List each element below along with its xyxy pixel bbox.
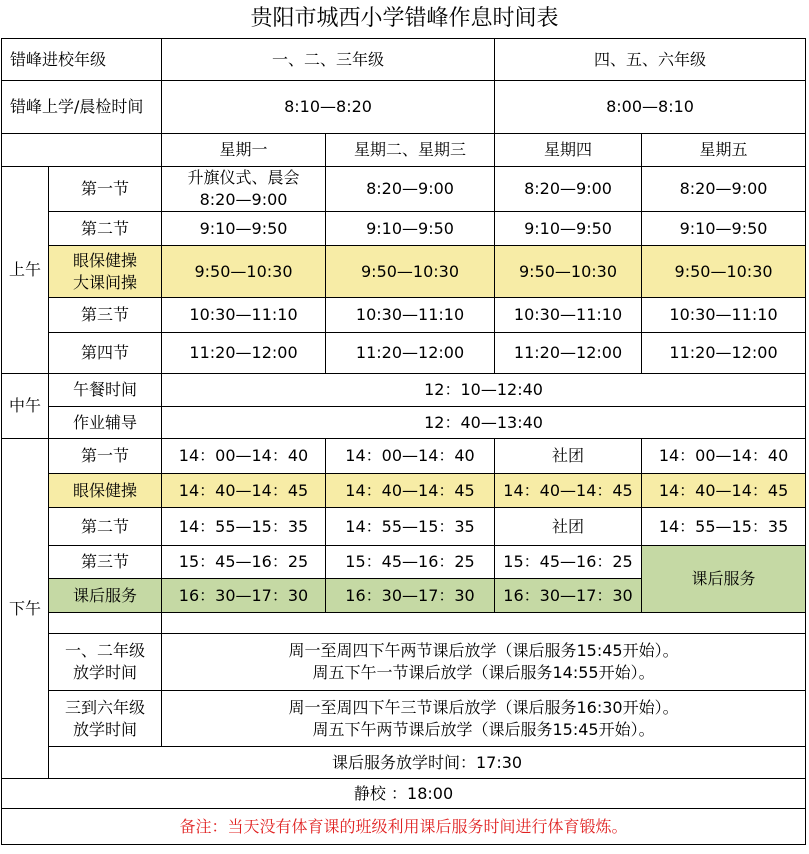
time-cell: 14：55—15：35 <box>642 508 806 546</box>
table-row <box>2 246 806 298</box>
time-cell: 14：40—14：45 <box>162 474 326 508</box>
entry-grade-label: 错峰进校年级 <box>2 39 162 81</box>
grade36-line2: 周五下午两节课后放学（课后服务15:45开始）。 <box>312 719 655 739</box>
flag-ceremony-time: 8:20—9:00 <box>199 190 288 209</box>
table-row <box>2 439 806 474</box>
time-cell: 14：55—15：35 <box>326 508 495 546</box>
period-label: 第二节 <box>49 212 162 246</box>
group-a-time: 8:10—8:20 <box>162 81 495 134</box>
day-header: 星期五 <box>642 134 806 167</box>
service-label: 课后服务 <box>49 579 162 613</box>
time-cell: 8:20—9:00 <box>495 167 642 212</box>
grade12-label-line2: 放学时间 <box>73 663 138 682</box>
grade12-label-line1: 一、二年级 <box>65 641 146 660</box>
time-cell: 9:50—10:30 <box>495 246 642 298</box>
time-cell: 10:30—11:10 <box>495 298 642 333</box>
grade36-label <box>49 691 162 747</box>
grade36-dismissal <box>162 691 806 747</box>
table-row <box>2 374 806 407</box>
service-end-time: 课后服务放学时间：17:30 <box>49 747 806 779</box>
time-cell: 11:20—12:00 <box>495 333 642 374</box>
time-cell: 10:30—11:10 <box>326 298 495 333</box>
empty-cell <box>162 613 806 634</box>
time-cell: 8:20—9:00 <box>326 167 495 212</box>
table-row <box>2 39 806 81</box>
period-label: 第四节 <box>49 333 162 374</box>
time-cell: 9:10—9:50 <box>326 212 495 246</box>
lunch-time: 12：10—12:40 <box>162 374 806 407</box>
table-row <box>2 298 806 333</box>
table-row <box>2 134 806 167</box>
table-row <box>2 546 806 579</box>
period-label: 第三节 <box>49 546 162 579</box>
tutor-label: 作业辅导 <box>49 407 162 439</box>
group-b-label: 四、五、六年级 <box>495 39 806 81</box>
time-cell <box>162 167 326 212</box>
empty-cell <box>2 134 162 167</box>
table-row <box>2 81 806 134</box>
time-cell: 14：40—14：45 <box>642 474 806 508</box>
time-cell: 11:20—12:00 <box>326 333 495 374</box>
page-title: 贵阳市城西小学错峰作息时间表 <box>250 6 559 31</box>
time-cell: 11:20—12:00 <box>642 333 806 374</box>
grade12-line2: 周五下午一节课后放学（课后服务14:55开始）。 <box>312 663 655 682</box>
table-row <box>2 167 806 212</box>
eye-exercise-label <box>49 246 162 298</box>
empty-cell <box>49 613 162 634</box>
table-row <box>2 212 806 246</box>
time-cell: 11:20—12:00 <box>162 333 326 374</box>
group-b-time: 8:00—8:10 <box>495 81 806 134</box>
grade36-label-line2: 放学时间 <box>73 719 138 739</box>
time-cell: 9:50—10:30 <box>326 246 495 298</box>
tutor-time: 12：40—13:40 <box>162 407 806 439</box>
schedule-table <box>1 38 806 845</box>
time-cell: 16：30—17：30 <box>495 579 642 613</box>
time-cell: 14：00—14：40 <box>642 439 806 474</box>
club-cell: 社团 <box>495 439 642 474</box>
morning-check-label: 错峰上学/晨检时间 <box>2 81 162 134</box>
time-cell: 15：45—16：25 <box>162 546 326 579</box>
period-label: 第一节 <box>49 439 162 474</box>
table-row <box>2 333 806 374</box>
school-close-time: 静校 ：18:00 <box>2 779 806 809</box>
grade36-line1: 周一至周四下午三节课后放学（课后服务16:30开始）。 <box>288 697 679 717</box>
time-cell: 8:20—9:00 <box>642 167 806 212</box>
time-cell: 14：55—15：35 <box>162 508 326 546</box>
time-cell: 9:10—9:50 <box>642 212 806 246</box>
grade12-dismissal <box>162 634 806 691</box>
grade12-label <box>49 634 162 691</box>
note: 备注：当天没有体育课的班级利用课后服务时间进行体育锻炼。 <box>2 809 806 845</box>
day-header: 星期二、星期三 <box>326 134 495 167</box>
table-row <box>2 634 806 691</box>
time-cell: 14：00—14：40 <box>162 439 326 474</box>
friday-service-cell: 课后服务 <box>642 546 806 613</box>
noon-label: 中午 <box>2 374 49 439</box>
eye-exercise-text: 眼保健操 <box>73 250 138 270</box>
grade36-label-line1: 三到六年级 <box>65 697 146 717</box>
table-row <box>2 407 806 439</box>
group-a-label: 一、二、三年级 <box>162 39 495 81</box>
afternoon-label: 下午 <box>2 439 49 779</box>
time-cell: 15：45—16：25 <box>326 546 495 579</box>
table-row <box>2 474 806 508</box>
time-cell: 9:10—9:50 <box>495 212 642 246</box>
time-cell: 15：45—16：25 <box>495 546 642 579</box>
time-cell: 16：30—17：30 <box>162 579 326 613</box>
period-label: 第一节 <box>49 167 162 212</box>
table-row <box>2 613 806 634</box>
table-row <box>2 747 806 779</box>
period-label: 第三节 <box>49 298 162 333</box>
time-cell: 14：40—14：45 <box>326 474 495 508</box>
time-cell: 9:10—9:50 <box>162 212 326 246</box>
time-cell: 14：40—14：45 <box>495 474 642 508</box>
time-cell: 9:50—10:30 <box>642 246 806 298</box>
eye-exercise-label: 眼保健操 <box>49 474 162 508</box>
club-cell: 社团 <box>495 508 642 546</box>
time-cell: 14：00—14：40 <box>326 439 495 474</box>
period-label: 第二节 <box>49 508 162 546</box>
time-cell: 10:30—11:10 <box>162 298 326 333</box>
table-row <box>2 508 806 546</box>
lunch-label: 午餐时间 <box>49 374 162 407</box>
day-header: 星期四 <box>495 134 642 167</box>
flag-ceremony-text: 升旗仪式、晨会 <box>187 168 300 187</box>
time-cell: 16：30—17：30 <box>326 579 495 613</box>
table-row <box>2 809 806 845</box>
time-cell: 10:30—11:10 <box>642 298 806 333</box>
grade12-line1: 周一至周四下午两节课后放学（课后服务15:45开始）。 <box>288 641 679 660</box>
table-row <box>2 779 806 809</box>
big-break-text: 大课间操 <box>73 272 138 292</box>
table-row <box>2 691 806 747</box>
time-cell: 9:50—10:30 <box>162 246 326 298</box>
day-header: 星期一 <box>162 134 326 167</box>
morning-label: 上午 <box>2 167 49 374</box>
